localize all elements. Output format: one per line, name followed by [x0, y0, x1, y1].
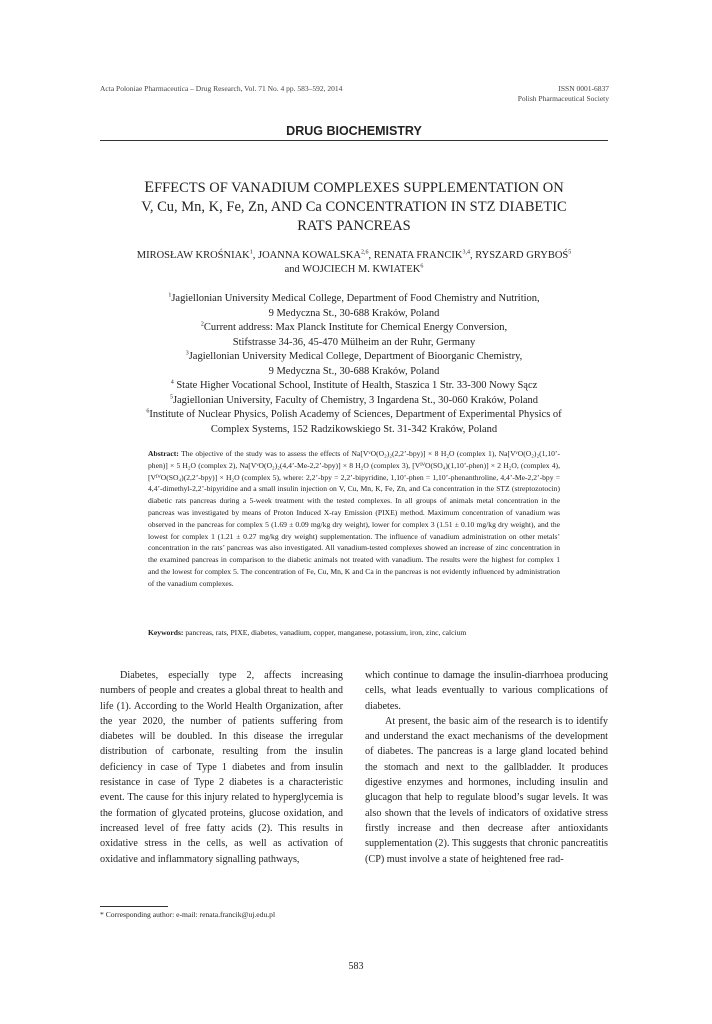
running-header-journal: Acta Poloniae Pharmaceutica – Drug Research, Vol. 71 No. 4 pp. 583–592, 2014 — [100, 84, 343, 93]
keywords-text: pancreas, rats, PIXE, diabetes, vanadium, copper, manganese, potassium, iron, zinc, calcium — [185, 628, 467, 637]
keywords-label: Keywords: — [148, 628, 184, 637]
author-sep: , — [368, 250, 374, 261]
affiliation-4 — [100, 379, 608, 394]
affil-text: Complex Systems, 152 Radzikowskiego St. 31-342 Kraków, Poland — [210, 423, 498, 435]
affiliation-3 — [100, 350, 608, 379]
author-list — [100, 249, 608, 277]
affil-sup: 2 — [200, 321, 204, 328]
affil-sup: 3 — [185, 350, 189, 357]
running-header-issn — [518, 84, 609, 104]
affil-text: State Higher Vocational School, Institute of Health, Staszica 1 Str. 33-300 Nowy Sącz — [176, 380, 538, 391]
footnote-divider — [100, 906, 168, 907]
author-affil-sup: 2,6 — [360, 249, 369, 256]
affiliation-1 — [100, 292, 608, 321]
author-name: MIROSŁAW KROŚNIAK — [136, 250, 250, 261]
affiliation-5 — [100, 394, 608, 409]
author-affil-sup: 6 — [420, 263, 424, 270]
body-paragraph: At present, the basic aim of the research is to identify and understand the exact mechanisms of the development of diabetes. The pancreas is a large gland located behind the stomach and next to the gallbladder. It produces digestive enzymes and hormones, including insulin and glucagon that help to regulate blood’s sugar levels. It was also shown that the levels of indicators of oxidative stress firstly increase and then decrease after antioxidants supplementation (2). This suggests that chronic pancreatitis (CP) must involve a state of heightened free rad- — [365, 715, 608, 865]
issn: ISSN 0001-6837 — [558, 84, 609, 93]
keywords — [148, 627, 560, 638]
affil-text: Jagiellonian University, Faculty of Chemistry, 3 Ingardena St., 30-060 Kraków, Poland — [172, 394, 539, 406]
article-title — [100, 178, 608, 236]
affil-sup: 5 — [169, 394, 173, 400]
body-paragraph: Diabetes, especially type 2, affects increasing numbers of people and creates a global threat to health and life (1). According to the World Health Organization, after the year 2020, the number of patients suffering from diabetes will be doubled. In this disease the irregular distribution of carbonate, resulting from the insulin deficiency in case of Type 1 diabetes and from insulin resistance in case of Type 2 diabetes is a characteristic event. The cause for this injury related to hyperglycemia is the formation of glycated proteins, glucose oxidation, and increased level of free fatty acids (2). This results in oxidative stress in the cells, as well as activation of oxidative and inflammatory signalling pathways, — [100, 670, 343, 865]
affiliation-6 — [100, 408, 608, 437]
affil-text: 9 Medyczna St., 30-688 Kraków, Poland — [268, 365, 440, 377]
abstract — [148, 448, 560, 590]
footnote-corresponding-author: * Corresponding author: e-mail: renata.francik@uj.edu.pl — [100, 910, 276, 919]
affil-sup: 6 — [146, 408, 150, 415]
abstract-text: The objective of the study was to assess the effects of Na[VᵛO(O₂)₂(2,2’-bpy)] × 8 H₂O (complex 1), Na[VᵛO(O₂)₂(1,10’-phen)] × 5 H₂O (complex 2), Na[VᵛO(O₂)₂(4,4’-Me-2,2’-bpy)] × 8 H₂O (complex 3), [VᴵⱽO(SO₄)(1,10’-phen)] × 2 H₂O, (complex 4), [VᴵⱽO(SO₄)(2,2’-bpy)] × H₂O (complex 5), where: 2,2’-bpy = 2,2’-bipyridine, 1,10’-phen = 1,10’-phenanthroline, 4,4’-Me-2,2’-bpy = 4,4’-dimethyl-2,2’-bipyridine and a small insulin injection on V, Cu, Mn, K, Fe, Zn, and Ca concentration in the STZ (streptozotocin) diabetic rats pancreas during a 5-week treatment with the tested complexes. In all groups of animals metal concentration in the pancreas was investigated by means of Proton Induced X-ray Emission (PIXE) method. Maximum concentration of vanadium was observed in the pancreas for complex 5 (1.69 ± 0.09 mg/kg dry weight), lower for complex 3 (1.51 ± 0.10 mg/kg dry weight), and the lowest for complex 1 (1.21 ± 0.27 mg/kg dry weight) supplementation. The influence of vanadium administration on other metals’ concentration in the rats’ pancreas was also investigated. All vanadium-tested complexes showed an increase of zinc concentration in the examined pancreas in comparison to the diabetic animals not treated with vanadium. The results were the highest for complex 1 and the lowest for complex 5. The concentration of Fe, Cu, Mn, K and Ca in the pancreas is not evidently influenced by administration of the vanadium complexes. — [148, 449, 560, 588]
author-sep: , — [469, 250, 476, 261]
page-number: 583 — [348, 961, 364, 972]
title-line-3: RATS PANCREAS — [297, 218, 411, 234]
author-affil-sup: 5 — [568, 249, 572, 256]
affil-text: Institute of Nuclear Physics, Polish Academy of Sciences, Department of Experimental Physics of — [149, 409, 562, 420]
affil-sup: 1 — [168, 292, 172, 299]
author-line-2 — [100, 263, 608, 277]
affiliations — [100, 292, 608, 437]
author-affil-sup: 1 — [249, 249, 253, 256]
affiliation-2 — [100, 321, 608, 350]
body-paragraph: which continue to damage the insulin-diarrhoea producing cells, what leads eventually to various complications of diabetes. — [365, 670, 608, 712]
author-name: RYSZARD GRYBOŚ — [475, 250, 569, 261]
section-heading: DRUG BIOCHEMISTRY — [100, 124, 608, 141]
title-line-1: FFECTS OF VANADIUM COMPLEXES SUPPLEMENTATION ON — [154, 180, 564, 196]
society: Polish Pharmaceutical Society — [517, 94, 609, 103]
author-name: RENATA FRANCIK — [373, 250, 463, 261]
affil-sup: 4 — [170, 379, 174, 386]
body-column-right — [365, 668, 608, 867]
affil-text: Stifstrasse 34-36, 45-470 Mülheim an der Ruhr, Germany — [232, 336, 476, 348]
author-name: JOANNA KOWALSKA — [258, 250, 361, 261]
author-name: and WOJCIECH M. KWIATEK — [284, 264, 421, 275]
body-column-left — [100, 668, 343, 867]
affil-text: Current address: Max Planck Institute for Chemical Energy Conversion, — [203, 322, 508, 333]
affil-text: Jagiellonian University Medical College, Department of Bioorganic Chemistry, — [188, 351, 523, 362]
title-line-2: V, Cu, Mn, K, Fe, Zn, AND Ca CONCENTRATION IN STZ DIABETIC — [141, 199, 567, 215]
author-sep: , — [252, 250, 258, 261]
author-affil-sup: 3,4 — [462, 249, 470, 256]
author-line-1 — [100, 249, 608, 263]
affil-text: 9 Medyczna St., 30-688 Kraków, Poland — [268, 307, 440, 319]
affil-text: Jagiellonian University Medical College, Department of Food Chemistry and Nutrition, — [171, 293, 540, 304]
abstract-label: Abstract: — [148, 449, 179, 458]
title-initial: E — [144, 179, 155, 196]
